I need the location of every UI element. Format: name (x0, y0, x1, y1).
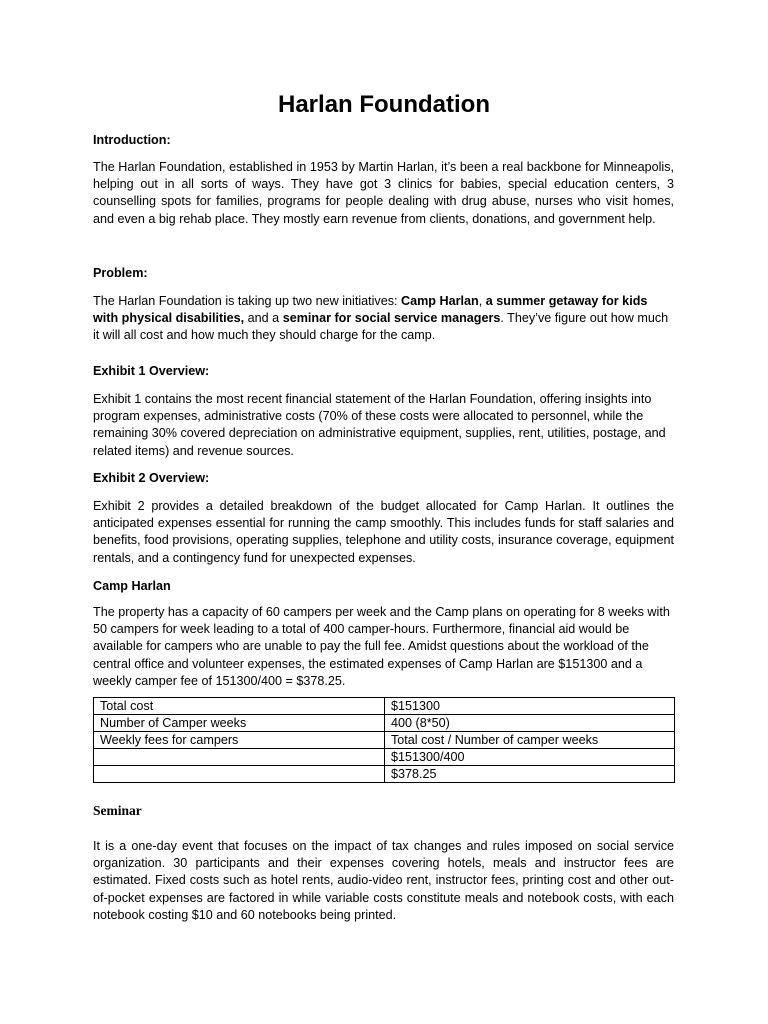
exhibit2-heading: Exhibit 2 Overview: (93, 471, 210, 485)
table-cell: Number of Camper weeks (94, 715, 385, 732)
problem-bold-getaway: a summer getaway for kids with physical disabilities, (93, 294, 648, 326)
seminar-paragraph: It is a one-day event that focuses on the impact of tax changes and rules imposed on social service organization. 30 participants and their expenses covering hotels, meals and instructor fees are estimated. Fixed costs such as hotel rents, audio-video rent, instructor fees, printing cost and other out-of-pocket expenses are factored in while variable costs constitute meals and notebook costs, with each notebook costing $10 and 60 notebooks being printed. (93, 839, 674, 922)
table-row (94, 766, 675, 783)
camp-budget-table (93, 697, 675, 783)
exhibit1-paragraph: Exhibit 1 contains the most recent financial statement of the Harlan Foundation, offering insights into program expenses, administrative costs (70% of these costs were allocated to personnel, while the remaining 30% covered depreciation on administrative equipment, supplies, rent, utilities, postage, and related items) and revenue sources. (93, 392, 666, 458)
table-row (94, 698, 675, 715)
problem-text-middle: and a (244, 311, 283, 326)
table-cell: Total cost / Number of camper weeks (385, 732, 675, 749)
table-row (94, 749, 675, 766)
table-cell (94, 749, 385, 766)
exhibit1-heading: Exhibit 1 Overview: (93, 364, 210, 378)
introduction-paragraph: The Harlan Foundation, established in 1953 by Martin Harlan, it’s been a real backbone for Minneapolis, helping out in all sorts of ways. They have got 3 clinics for babies, special education centers, 3 counselling spots for families, programs for people dealing with drug abuse, nurses who visit homes, and even a big rehab place. They mostly earn revenue from clients, donations, and government help. (93, 160, 674, 226)
table-row (94, 732, 675, 749)
table-cell (94, 766, 385, 783)
page-title: Harlan Foundation (278, 91, 490, 118)
table-cell: Weekly fees for campers (94, 732, 385, 749)
table-cell: $378.25 (385, 766, 675, 783)
table-cell: $151300/400 (385, 749, 675, 766)
seminar-heading: Seminar (93, 803, 142, 818)
camp-harlan-heading: Camp Harlan (93, 579, 171, 593)
problem-comma: , (478, 294, 486, 308)
problem-paragraph (93, 293, 674, 345)
exhibit2-paragraph: Exhibit 2 provides a detailed breakdown of the budget allocated for Camp Harlan. It outlines the anticipated expenses essential for running the camp smoothly. This includes funds for staff salaries and benefits, food provisions, operating supplies, telephone and utility costs, insurance coverage, equipment rentals, and a contingency fund for unexpected expenses. (93, 499, 674, 565)
table-cell: $151300 (385, 698, 675, 715)
table-row (94, 715, 675, 732)
problem-text-after: . They’ve figure out how much it will all cost and how much they should charge for the camp. (93, 311, 669, 343)
problem-heading: Problem: (93, 266, 148, 280)
problem-bold-camp: Camp Harlan (401, 294, 479, 308)
problem-bold-seminar: seminar for social service managers (282, 311, 501, 326)
table-cell: Total cost (94, 698, 385, 715)
table-cell: 400 (8*50) (385, 715, 675, 732)
camp-harlan-paragraph: The property has a capacity of 60 campers per week and the Camp plans on operating for 8 weeks with 50 campers for week leading to a total of 400 camper-hours. Furthermore, financial aid would be available for campers who are unable to pay the full fee. Amidst questions about the workload of the central office and volunteer expenses, the estimated expenses of Camp Harlan are $151300 and a weekly camper fee of 151300/400 = $378.25. (93, 605, 670, 688)
introduction-heading: Introduction: (93, 133, 171, 147)
problem-text-before: The Harlan Foundation is taking up two new initiatives: (93, 294, 402, 308)
